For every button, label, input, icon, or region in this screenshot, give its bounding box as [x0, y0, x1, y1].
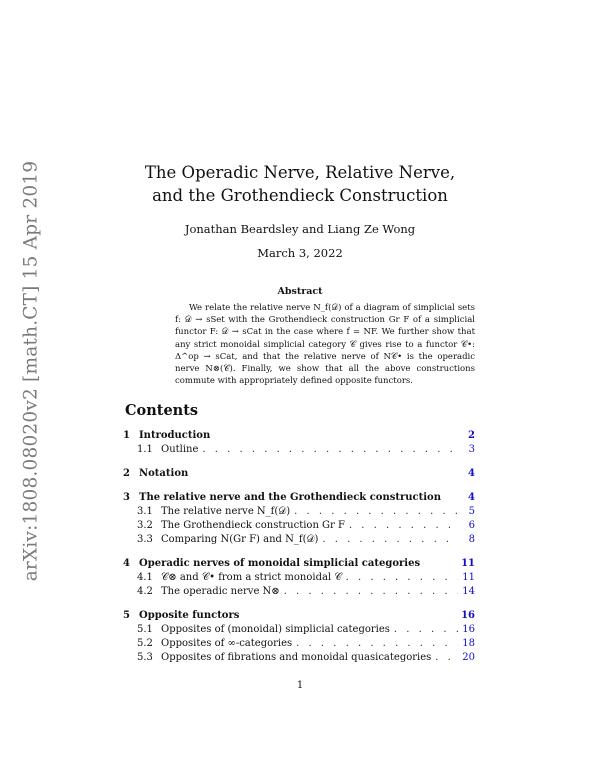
- authors: Jonathan Beardsley and Liang Ze Wong: [184, 222, 416, 236]
- toc-leader-dots: [294, 506, 459, 517]
- toc-subsection-number: 5.1: [137, 624, 153, 635]
- toc-page-link[interactable]: 6: [468, 520, 475, 531]
- toc-subsection-number: 3.1: [137, 506, 153, 517]
- toc-page-link[interactable]: 18: [462, 638, 475, 649]
- contents-heading: Contents: [125, 402, 199, 419]
- toc-page-link[interactable]: 2: [468, 430, 475, 441]
- toc-section[interactable]: [123, 492, 475, 506]
- toc-section-number: 3: [123, 492, 130, 503]
- toc-section-title: Operadic nerves of monoidal simplicial categories: [139, 558, 421, 569]
- toc-section-number: 4: [123, 558, 130, 569]
- toc-page-link[interactable]: 16: [461, 610, 475, 621]
- toc-subsection-number: 5.2: [137, 638, 153, 649]
- toc-section-title: Opposite functors: [139, 610, 240, 621]
- toc-section[interactable]: [123, 558, 475, 572]
- toc-leader-dots: [394, 624, 458, 635]
- toc-subsection[interactable]: [123, 624, 475, 638]
- page-number: 1: [296, 680, 304, 691]
- toc-page-link[interactable]: 3: [468, 444, 475, 455]
- toc-subsection-title: The relative nerve N_f(𝒟): [161, 506, 291, 517]
- date: March 3, 2022: [257, 246, 343, 260]
- paper-title: [0, 161, 600, 207]
- toc-page-link[interactable]: 20: [462, 652, 475, 663]
- toc-page-link[interactable]: 8: [468, 534, 475, 545]
- toc-subsection[interactable]: [123, 444, 475, 458]
- toc-section-title: The relative nerve and the Grothendieck construction: [139, 492, 441, 503]
- toc-subsection[interactable]: [123, 638, 475, 652]
- toc-section[interactable]: [123, 430, 475, 444]
- toc-page-link[interactable]: 5: [468, 506, 475, 517]
- toc-leader-dots: [349, 520, 459, 531]
- toc-subsection-number: 5.3: [137, 652, 153, 663]
- toc-subsection[interactable]: [123, 534, 475, 548]
- toc-section-number: 2: [123, 468, 130, 479]
- toc-leader-dots: [296, 638, 458, 649]
- toc-subsection[interactable]: [123, 652, 475, 666]
- toc-subsection-number: 4.2: [137, 586, 153, 597]
- table-of-contents: [123, 430, 475, 666]
- toc-page-link[interactable]: 14: [462, 586, 475, 597]
- toc-subsection-title: Comparing N(Gr F) and N_f(𝒟): [161, 534, 319, 545]
- arxiv-identifier: arXiv:1808.08020v2 [math.CT] 15 Apr 2019: [20, 160, 42, 582]
- toc-subsection-title: Outline: [161, 444, 199, 455]
- toc-section[interactable]: [123, 468, 475, 482]
- toc-subsection-number: 1.1: [137, 444, 153, 455]
- toc-page-link[interactable]: 4: [468, 468, 475, 479]
- toc-subsection[interactable]: [123, 520, 475, 534]
- title-line-2: and the Grothendieck Construction: [152, 186, 448, 205]
- toc-section-title: Introduction: [139, 430, 211, 441]
- abstract-text: We relate the relative nerve N_f(𝒟) of a diagram of simplicial sets f: 𝒟 → sSet with the Grothendieck construction Gr F of a simplicial functor F: 𝒟 → sCat in the case where f = NF. We further show that any strict monoidal simplicial category 𝒞 gives rise to a functor 𝒞•: Δ^op → sCat, and that the relative nerve of N𝒞• is the operadic nerve N⊗(𝒞). Finally, we show that all the above constructions commute with appropriately defined opposite functors.: [175, 303, 475, 387]
- toc-page-link[interactable]: 4: [468, 492, 475, 503]
- toc-page-link[interactable]: 11: [462, 572, 475, 583]
- toc-leader-dots: [202, 444, 459, 455]
- toc-page-link[interactable]: 11: [461, 558, 475, 569]
- toc-leader-dots: [284, 586, 459, 597]
- toc-leader-dots: [346, 572, 459, 583]
- title-line-1: The Operadic Nerve, Relative Nerve,: [144, 163, 456, 182]
- toc-page-link[interactable]: 16: [462, 624, 475, 635]
- toc-subsection-title: Opposites of (monoidal) simplicial categories: [161, 624, 390, 635]
- abstract-heading: Abstract: [277, 286, 323, 297]
- toc-subsection[interactable]: [123, 572, 475, 586]
- toc-leader-dots: [322, 534, 459, 545]
- toc-subsection[interactable]: [123, 586, 475, 600]
- toc-subsection-title: Opposites of fibrations and monoidal quasicategories: [161, 652, 432, 663]
- toc-subsection-number: 3.2: [137, 520, 153, 531]
- toc-subsection-title: Opposites of ∞-categories: [161, 638, 293, 649]
- toc-section-title: Notation: [139, 468, 189, 479]
- toc-subsection-number: 4.1: [137, 572, 153, 583]
- toc-section[interactable]: [123, 610, 475, 624]
- toc-subsection-number: 3.3: [137, 534, 153, 545]
- toc-subsection-title: 𝒞⊗ and 𝒞• from a strict monoidal 𝒞: [161, 572, 342, 583]
- toc-subsection-title: The Grothendieck construction Gr F: [161, 520, 345, 531]
- toc-section-number: 1: [123, 430, 130, 441]
- toc-leader-dots: [435, 652, 458, 663]
- toc-section-number: 5: [123, 610, 130, 621]
- toc-subsection[interactable]: [123, 506, 475, 520]
- toc-subsection-title: The operadic nerve N⊗: [161, 586, 280, 597]
